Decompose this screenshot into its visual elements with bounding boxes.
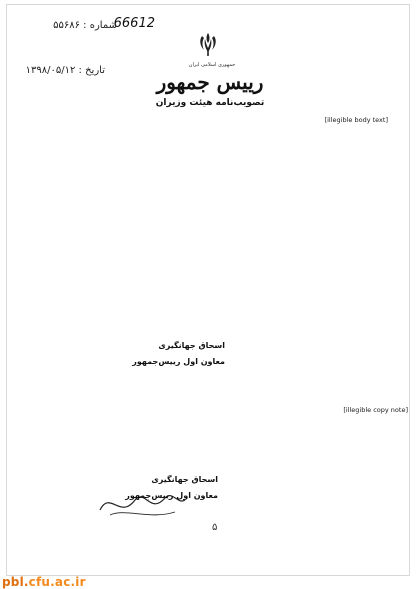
watermark-prefix: pbl. [2, 575, 29, 589]
copy-note: [illegible copy note] [343, 406, 408, 414]
document-date: تاریخ : ۱۳۹۸/۰۵/۱۲ [25, 65, 105, 76]
document-body [48, 115, 388, 127]
handwritten-number: 66612 [113, 16, 155, 31]
page-number: ۵ [212, 522, 218, 533]
signatory-title: معاون اول رییس‌جمهور [132, 357, 225, 366]
document-number-label: شماره [89, 20, 117, 31]
document-date-value: ۱۳۹۸/۰۵/۱۲ [25, 65, 76, 76]
signature-block-secondary [98, 472, 218, 504]
body-paragraph: [illegible body text] [324, 116, 388, 124]
site-watermark [2, 575, 86, 589]
emblem-caption: جمهوری اسلامی ایران [188, 62, 236, 68]
signature-block-primary [105, 338, 225, 370]
page-title: رییس جمهور [156, 70, 264, 94]
iran-emblem-icon [194, 30, 222, 58]
document-number: شماره : ۵۵۶۸۶ [53, 20, 117, 31]
signatory-name: اسحاق جهانگیری [158, 341, 225, 350]
signatory-name: اسحاق جهانگیری [151, 475, 218, 484]
document-subject: تصویب‌نامه هیئت وزیران [155, 98, 265, 108]
watermark-domain: cfu.ac.ir [28, 575, 86, 589]
signatory-title: معاون اول رییس‌جمهور [125, 491, 218, 500]
document-date-label: تاریخ [85, 65, 105, 76]
document-number-value: ۵۵۶۸۶ [53, 20, 80, 31]
